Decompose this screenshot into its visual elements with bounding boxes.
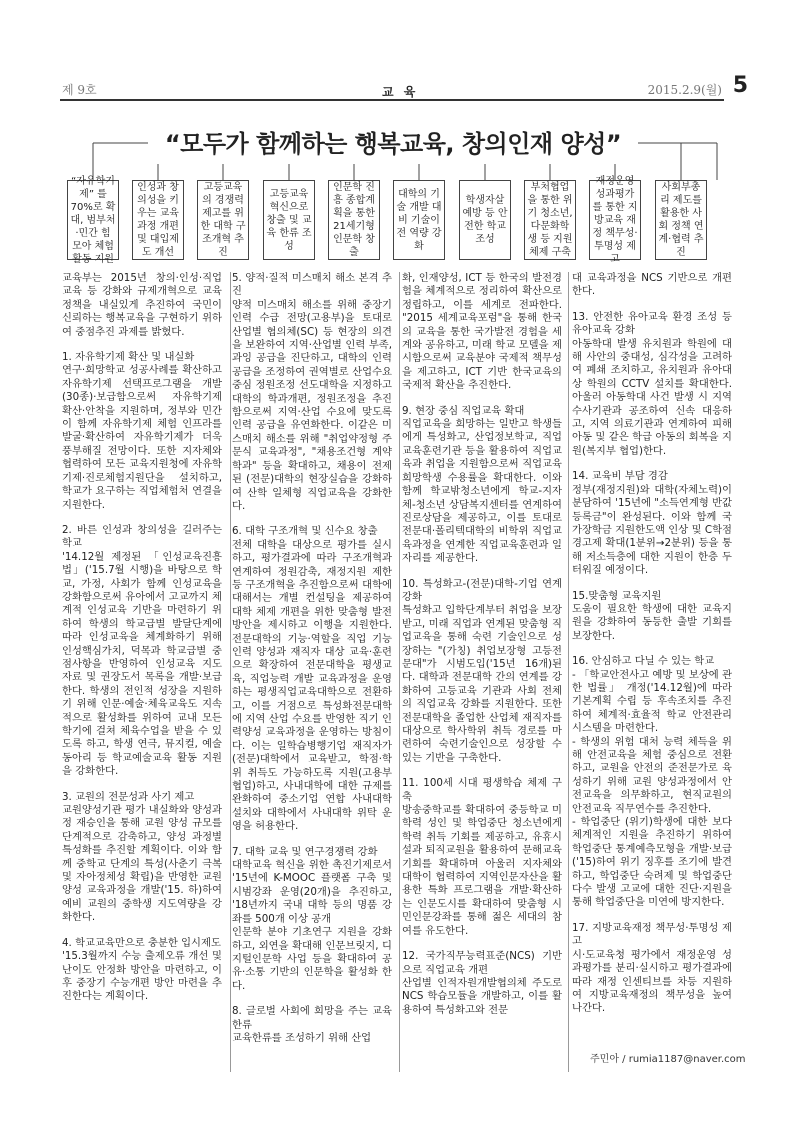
article-column-4 <box>572 272 732 1028</box>
section-heading: 10. 특성화고-(전문)대학-기업 연계 강화 <box>402 577 562 603</box>
policy-task-boxes <box>67 175 727 265</box>
paragraph: 인문학 분야 기초연구 지원을 강화하고, 외연을 확대해 인문브릿지, 디지털인문학 사업 등을 확대하여 공유·소통 기반의 인문학을 활성화 한다. <box>232 926 392 992</box>
byline: 주민아 / rumia1187@naver.com <box>590 1054 746 1065</box>
section-heading: 3. 교원의 전문성과 사기 제고 <box>62 790 195 803</box>
paragraph: 양적 미스매치 해소를 위해 중장기 인력 수급 전망(고용부)을 토대로 산업별 협의체(SC) 등 현장의 의견을 보완하여 지역·산업별 인력 부족, 과잉 공급을 진단하고, 대학의 인력 공급을 조정하여 권역별로 산업수요 중심 정원조정 선도대학을 지정하고 대학의 학과개편, 정원조정을 추진함으로써 지역·산업 수요에 맞도록 인력 공급을 유연화한다. 이같은 미스매치 해소를 위해 "취업약정형 주문식 교육과정", "채용조건형 계약학과" 등을 확대하고, 채용이 전제된 (전문)대학의 현장실습을 강화하여 산학 일체형 직업교육을 강화한다. <box>232 298 392 512</box>
section-heading: 7. 대학 교육 및 연구경쟁력 강화 <box>232 845 378 858</box>
article-body <box>62 272 732 1072</box>
article-column-3 <box>402 272 562 1029</box>
issue-date: 2015.2.9(월) <box>647 83 722 97</box>
page-header <box>60 73 750 106</box>
paragraph: 대학교육 혁신을 위한 촉진기제로서 '15년에 K-MOOC 플랫폼 구축 및 시범강좌 운영(20개)을 추진하고, '18년까지 국내 대학 등의 명품 강좌를 500개 이상 공개 <box>232 859 392 925</box>
policy-box: 사회부총리 제도를 활용한 사회 정책 연계·협력 추진 <box>655 180 707 260</box>
paragraph: 특성화고 입학단계부터 취업을 보장받고, 미래 직업과 연계된 맞춤형 직업교육을 통해 숙련 기술인으로 성장하는 "(가칭) 취업보장형 고등전문대"가 시범도입('15년 16개)된다. 대학과 전문대학 간의 연계를 강화하여 고등교육 기관과 사회 전체의 직업교육 강화를 지원한다. 또한 전문대학을 졸업한 산업체 재직자를 대상으로 학사학위 취득 경로를 마련하여 숙련기술인으로 성장할 수 있는 기반을 구축한다. <box>402 604 562 764</box>
paragraph: 대 교육과정을 NCS 기반으로 개편한다. <box>572 272 732 298</box>
section-heading: 17. 지방교육재정 책무성·투명성 제고 <box>572 921 732 948</box>
section-heading: 15.맞춤형 교육지원 <box>572 589 662 602</box>
header-rule <box>60 99 724 101</box>
headline: “모두가 함께하는 행복교육, 창의인재 양성” <box>148 124 638 164</box>
section-heading: 13. 안전한 유아교육 환경 조성 등 유아교육 강화 <box>572 310 732 337</box>
section-heading: 14. 교육비 부담 경감 <box>572 470 668 483</box>
page-number: 5 <box>732 73 748 98</box>
paragraph: 도움이 필요한 학생에 대한 교육지원을 강화하여 동등한 출발 기회를 보장한다. <box>572 602 732 642</box>
policy-box: 고등교육의 경쟁력 제고를 위한 대학 구조개혁 추진 <box>197 180 249 260</box>
issue-number: 제 9호 <box>62 83 97 97</box>
paragraph: - 「학교안전사고 예방 및 보상에 관한 법률」 개정('14.12월)에 따라 기본계획 수립 등 후속조치를 추진하여 체계적·효율적 학교 안전관리 시스템을 마련한다. <box>572 668 732 735</box>
paragraph: 산업별 인적자원개발협의체 주도로 NCS 학습모듈을 개발하고, 이를 활용하여 특성화고와 전문 <box>402 976 562 1016</box>
paragraph: 정부(재정지원)와 대학(자체노력)이 분담하여 '15년에 "소득연계형 반값등록금"이 완성된다. 이와 함께 국가장학금 지원한도액 인상 및 C학점 경고제 확대(1분위→2분위) 등을 통해 저소득층에 대한 지원이 한층 두터워질 예정이다. <box>572 483 732 577</box>
paragraph: 교육한류를 조성하기 위해 산업 <box>232 1031 372 1044</box>
article-column-1 <box>62 272 222 1016</box>
policy-box: “자유학기제” 를 70%로 확대, 범부처·민간 힘 모아 체험활동 지원 <box>67 180 119 260</box>
article-column-2 <box>232 272 392 1057</box>
paragraph: - 학업중단 (위기)학생에 대한 보다 체계적인 지원을 추진하기 위하여 학업중단 통계예측모형을 개발·보급('15)하여 위기 징후를 조기에 발견하고, 학업중단 숙려제 및 학업중단 다수 발생 고교에 대한 진단·지원을 통해 학업중단을 미연에 방지한다. <box>572 816 732 909</box>
paragraph: 화, 인재양성, ICT 등 한국의 발전경험을 체계적으로 정리하여 확산으로 정립하고, 이를 세계로 전파한다. "2015 세계교육포럼"을 통해 한국의 교육을 통한 국가발전 경험을 세계와 공유하고, 미래 학교 모델을 제시함으로써 교육분야 국제적 책무성을 제고하고, ICT 기반 한국교육의 국제적 확산을 추진한다. <box>402 272 562 392</box>
section-heading: 16. 안심하고 다닐 수 있는 학교 <box>572 655 715 668</box>
section-heading: 5. 양적·질적 미스매치 해소 본격 추진 <box>232 272 392 298</box>
paragraph: 아동학대 발생 유치원과 학원에 대해 사안의 중대성, 심각성을 고려하여 폐쇄 조치하고, 유치원과 유아대상 학원의 CCTV 설치를 확대한다. 아울러 아동학대 사건 발생 시 지역 수사기관과 공조하여 신속 대응하고, 지역 의료기관과 연계하여 피해아동 및 같은 학급 아동의 회복을 지원(복지부 협업)한다. <box>572 337 732 457</box>
paragraph: '15.3월까지 수능 출제오류 개선 및 난이도 안정화 방안을 마련하고, 이후 중장기 수능개편 방안 마련을 추진한다는 계획이다. <box>62 950 222 1003</box>
paragraph: 직업교육을 희망하는 일반고 학생들에게 특성화고, 산업정보학교, 직업교육훈련기관 등을 활용하여 직업교육과 취업을 지원함으로써 직업교육 희망학생 수용률을 확대한다. 이와 함께 학교밖청소년에게 학교-지자체-청소년 상담복지센터를 연계하여 진로상담을 제공하고, 이를 토대로 전문대·폴리텍대학의 비학위 직업교육과정을 연계한 직업교육훈련과 일자리를 제공한다. <box>402 418 562 565</box>
policy-box: 부처협업을 통한 위기 청소년, 다문화학생 등 지원체제 구축 <box>524 180 576 260</box>
paragraph: 시·도교육청 평가에서 재정운영 성과평가를 분리·실시하고 평가결과에 따라 재정 인센티브를 차등 지원하여 지방교육재정의 책무성을 높여 나간다. <box>572 948 732 1015</box>
section-title: 교 육 <box>382 85 419 99</box>
section-heading: 12. 국가직무능력표준(NCS) 기반으로 직업교육 개편 <box>402 950 562 976</box>
section-heading: 4. 학교교육만으로 충분한 입시제도 <box>62 936 221 949</box>
section-heading: 11. 100세 시대 평생학습 체제 구축 <box>402 777 562 803</box>
section-heading: 6. 대학 구조개혁 및 신수요 창출 <box>232 525 378 538</box>
paragraph: - 학생의 위험 대처 능력 체득을 위해 안전교육을 체험 중심으로 전환하고, 교원을 안전의 준전문가로 육성하기 위해 교원 양성과정에서 안전교육을 의무화하고, 현직교원의 안전교육 직무연수를 추진한다. <box>572 735 732 815</box>
paragraph: 전체 대학을 대상으로 평가를 실시하고, 평가결과에 따라 구조개혁과 연계하여 정원감축, 재정지원 제한 등 구조개혁을 추진함으로써 대학에 대해서는 개별 컨설팅을 제공하여 대학 체제 개편을 위한 맞춤형 발전방안을 제시하고 이행을 지원한다. 전문대학의 기능·역할을 직업 기능인력 양성과 재직자 대상 교육·훈련으로 확장하여 전문대학을 평생교육, 직업능력 개발 교육과정을 운영하는 평생직업교육대학으로 전환하고, 이를 거점으로 특성화전문대학에 지역 산업 수요를 반영한 직기 인력양성 교육과정을 운영하는 방침이다. 이는 일학습병행기업 재직자가 (전문)대학에서 교육받고, 학점·학위 취득도 가능하도록 지원(고용부 협업)하고, 사내대학에 대한 규제를 완화하여 중소기업 연합 사내대학 설치와 대학에서 사내대학 위탁 운영을 허용한다. <box>232 538 392 833</box>
policy-box: 고등교육 혁신으로 창출 및 교육 한류 조성 <box>263 180 315 260</box>
policy-box: 대학의 기술 개발 대비 기술이전 역량 강화 <box>393 180 445 260</box>
paragraph: 교원양성기관 평가 내실화와 양성과정 재승인을 통해 교원 양성 규모를 단계적으로 감축하고, 양성 과정별 특성화를 추진할 계획이다. 이와 함께 중학교 단계의 특성(사춘기 극복 및 자아정체성 확립)을 반영한 교원양성 교육과정을 개발('15. 하)하여 예비 교원의 중학생 지도역량을 강화한다. <box>62 804 222 924</box>
section-heading: 9. 현장 중심 직업교육 확대 <box>402 404 525 417</box>
policy-box: 재정운영 성과평가를 통한 지방교육 재정 책무성·투명성 제고 <box>589 180 641 260</box>
paragraph: 연구·희망학교 성공사례를 확산하고 자유학기제 선택프로그램을 개발(30종)·보급함으로써 자유학기제 확산·안착을 지원하며, 정부와 민간이 함께 자유학기제 체험 인프라를 발굴·확산하여 자유학기제가 더욱 풍부해질 전망이다. 또한 지자체와 협력하여 모든 교육지원청에 자유학기제·진로체험지원단을 설치하고, 학교가 요구하는 직업체험처 연결을 지원한다. <box>62 364 222 511</box>
policy-box: 인문학 진흥 종합계획을 통한 21세기형 인문학 창출 <box>328 180 380 260</box>
paragraph: 교육부는 2015년 창의·인성·직업 교육 등 강화와 규제개혁으로 교육 정책을 내실있게 추진하여 국민이 신뢰하는 행복교육을 구현하기 위하여 중점추진 과제를 밝혔다. <box>62 272 222 338</box>
policy-box: 학생자살 예방 등 안전한 학교 조성 <box>459 180 511 260</box>
section-heading: 1. 자유학기제 확산 및 내실화 <box>62 351 195 364</box>
section-heading: 8. 글로벌 사회에 희망을 주는 교육 한류 <box>232 1005 392 1031</box>
section-heading: 2. 바른 인성과 창의성을 길러주는 학교 <box>62 523 222 550</box>
paragraph: '14.12월 제정된 「인성교육진흥법」('15.7월 시행)을 바탕으로 학교, 가정, 사회가 함께 인성교육을 강화함으로써 유아에서 고교까지 체계적 인성교육 기반을 마련하기 위하여 학생의 학교급별 발달단계에 따라 인성교육을 체계화하기 위해 인성핵심가치, 덕목과 학교급별 중점사항을 반영하여 인성교육 지도 자료 및 권장도서 목록을 개발·보급한다. 학생의 전인적 성장을 지원하기 위해 인문·예술·체육교육도 지속적으로 활성화를 위하여 교내 모든 학기에 걸쳐 체육수업을 받을 수 있도록 하고, 학생 연극, 뮤지컬, 예술 동아리 등 학교예술교육 활동 지원을 강화한다. <box>62 550 222 778</box>
policy-box: 인성과 창의성을 키우는 교육과정 개편 및 대입제도 개선 <box>132 180 184 260</box>
paragraph: 방송중학교를 확대하여 중등학교 미학력 성인 및 학업중단 청소년에게 학력 취득 기회를 제공하고, 유휴시설과 퇴직교원을 활용하여 문해교육 기회를 확대하며 아울러 지자체와 대학이 협력하여 지역인문자산을 활용한 특화 프로그램을 개발·확산하는 인문도시를 확대하여 맞춤형 시민인문강좌를 통해 젊은 세대의 참여를 유도한다. <box>402 804 562 937</box>
